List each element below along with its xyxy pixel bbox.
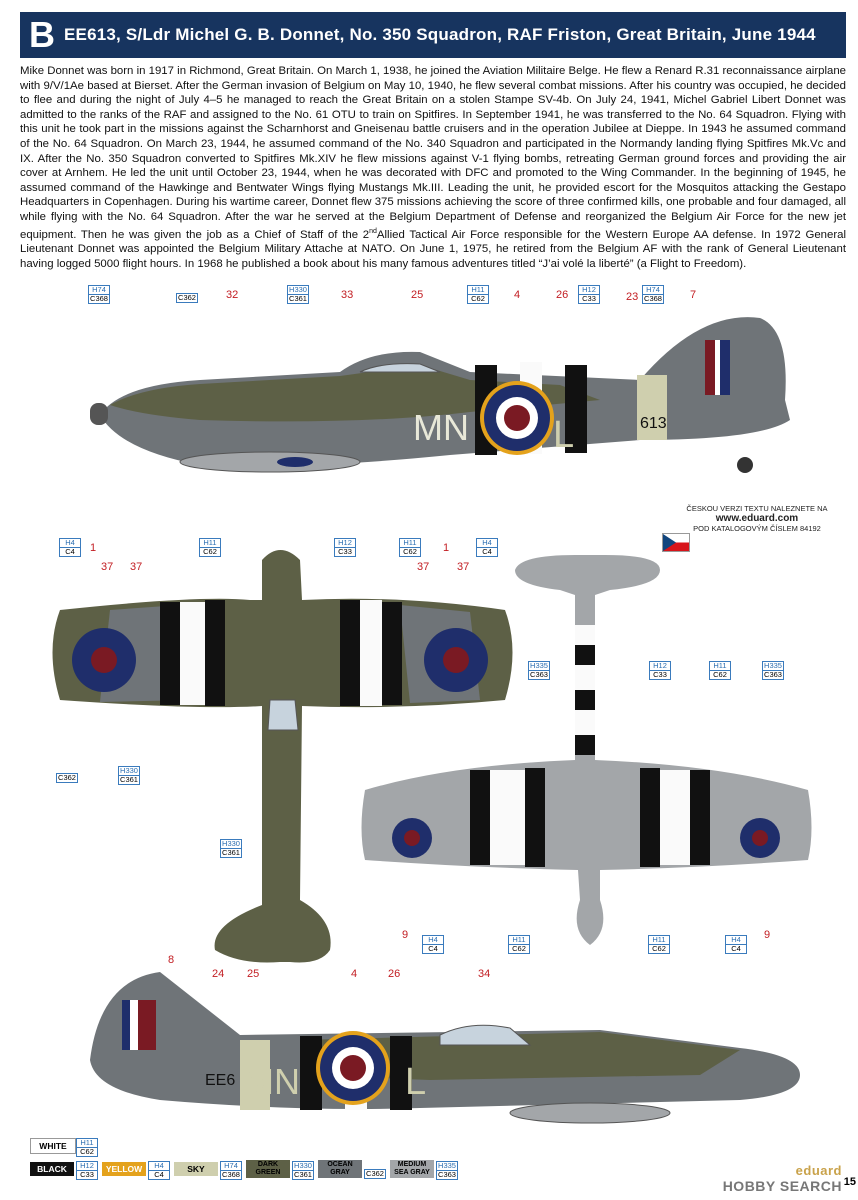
paint-code: H12 C33 xyxy=(649,661,671,680)
callout-8: 8 xyxy=(168,954,175,966)
watermark: HOBBY SEARCH xyxy=(722,1178,842,1194)
brand-logo: eduard xyxy=(795,1163,842,1178)
callout-24: 24 xyxy=(212,968,225,980)
top-view xyxy=(53,550,513,963)
callout-1: 1 xyxy=(90,542,97,554)
paint-code: H11 C62 xyxy=(199,538,221,557)
paint-code: H335 C363 xyxy=(528,661,550,680)
legend-code: H335 C363 xyxy=(436,1161,458,1180)
callout-37d: 37 xyxy=(457,561,470,573)
paint-code: C362 xyxy=(56,773,78,783)
legend-code: H11 C62 xyxy=(76,1138,98,1157)
callout-32: 32 xyxy=(226,289,239,301)
paint-code: H335 C363 xyxy=(762,661,784,680)
paint-code: H12 C33 xyxy=(578,285,600,304)
legend-swatch-medium-sea-gray: MEDIUM SEA GRAY xyxy=(390,1160,434,1178)
legend-swatch-yellow: YELLOW xyxy=(102,1162,146,1176)
callout-25b: 25 xyxy=(247,968,260,980)
legend-code: H74 C368 xyxy=(220,1161,242,1180)
callout-37c: 37 xyxy=(417,561,430,573)
page-number: 15 xyxy=(843,1176,856,1188)
paint-code: H74 C368 xyxy=(642,285,664,304)
right-profile-view xyxy=(90,972,800,1123)
legend-code: H12 C33 xyxy=(76,1161,98,1180)
legend-code: C362 xyxy=(364,1169,386,1179)
callout-23: 23 xyxy=(626,291,639,303)
czech-flag-icon xyxy=(662,533,690,552)
individual-letter-top: L xyxy=(553,414,575,456)
callout-9b: 9 xyxy=(764,929,771,941)
czech-note: ČESKOU VERZI TEXTU NALEZNETE NA www.eduard.com POD KATALOGOVÝM ČÍSLEM 84192 xyxy=(662,504,852,534)
callout-37b: 37 xyxy=(130,561,143,573)
intro-paragraph: Mike Donnet was born in 1917 in Richmond, Great Britain. On March 1, 1938, he joined the Aviation Militaire Belge. He flew a Renard R.31 reconnaissance airplane with 9/V/1Ae based at Bierset. After the German invasion of Belgium on May 10, 1940, he flew several combat missions. After his country was occupied, he decided to flee and during the night of July 4–5 he managed to reach the Great Britain on a stolen Stampe SV-4b. On July 24, 1941, Michel Gabriel Libert Donnet was admitted to the ranks of the RAF and assigned to the No. 61 OTU to train on Spitfires. In September 1941, he was transferred to the No. 64 Squadron. Flying with this unit he took part in the missions against the Scharnhorst and Gneisenau battle cruisers and in the operation Jubilee at Dieppe. In 1943 he assumed command of the No. 64 Squadron. On March 23, 1944, he assumed command of the No. 340 Squadron and participated in the Normandy landing flying Spitfires Mk.Vc and IX. After the No. 350 Squadron converted to Spitfires Mk.XIV he flew missions against V-1 flying bombs, retreating German ground forces and providing the air cover at Arnhem. He led the unit until October 23, 1944, when he was decorated with DFC and promoted to the Wing Commander. In the beginning of 1945, he assumed command of the Hawkinge and Bentwater Wings flying Mustangs Mk.III. Leading the unit, he provided escort for the Mosquitos attacking the Gestapo Headquarters in Copenhagen. During his wartime career, Donnet flew 375 missions achieving the score of three confirmed kills, one probable and four damaged, all while flying with the No. 64 Squadron. After the war he served at the Belgium Department of Defense and reorganized the Belgium Air Force for the new jet equipment. Then he was given the job as a Chief of Staff of the 2ndAllied Tactical Air Force responsible for the Western Europe AA defense. In 1972 General Lieutenant Donnet was appointed the Belgium Military Attache at NATO. On June 1, 1975, he retired from the Belgium AF with the rank of General Lieutenant having logged 5000 flight hours. In 1968 he published a book about his many famous adventures titled “J’ai volé la liberté” (a Flight to Freedom). xyxy=(20,65,846,270)
code-letters-top: MN xyxy=(413,407,469,448)
serial-top: 613 xyxy=(640,415,667,432)
callout-34: 34 xyxy=(478,968,491,980)
paint-code: H4 C4 xyxy=(725,935,747,954)
paint-code: H330 C361 xyxy=(118,766,140,785)
paint-code: H4 C4 xyxy=(422,935,444,954)
paint-code: C362 xyxy=(176,293,198,303)
left-profile-view xyxy=(90,317,790,473)
paint-code: H74 C368 xyxy=(88,285,110,304)
paint-code: H330 C361 xyxy=(220,839,242,858)
legend-swatch-ocean-gray: OCEAN GRAY xyxy=(318,1160,362,1178)
scheme-letter: B xyxy=(29,14,55,55)
legend-swatch-white: WHITE xyxy=(30,1138,76,1154)
paint-code: H12 C33 xyxy=(334,538,356,557)
paint-code: H4 C4 xyxy=(59,538,81,557)
paint-code: H4 C4 xyxy=(476,538,498,557)
callout-4: 4 xyxy=(514,289,521,301)
scheme-title: EE613, S/Ldr Michel G. B. Donnet, No. 350 Squadron, RAF Friston, Great Britain, June 1944 xyxy=(64,25,816,44)
legend-swatch-dark-green: DARK GREEN xyxy=(246,1160,290,1178)
callout-33: 33 xyxy=(341,289,354,301)
callout-7: 7 xyxy=(690,289,697,301)
eduard-url[interactable]: www.eduard.com xyxy=(715,513,799,524)
callout-4b: 4 xyxy=(351,968,358,980)
legend-code: H4 C4 xyxy=(148,1161,170,1180)
legend-code: H330 C361 xyxy=(292,1161,314,1180)
code-letters-bottom: MN xyxy=(244,1061,300,1102)
callout-25: 25 xyxy=(411,289,424,301)
paint-code: H330 C361 xyxy=(287,285,309,304)
paint-code: H11 C62 xyxy=(709,661,731,680)
paint-code: H11 C62 xyxy=(467,285,489,304)
legend-swatch-black: BLACK xyxy=(30,1162,74,1176)
callout-9: 9 xyxy=(402,929,409,941)
individual-letter-bottom: L xyxy=(405,1061,427,1103)
serial-bottom: EE6 xyxy=(205,1072,236,1089)
legend-swatch-sky: SKY xyxy=(174,1162,218,1176)
callout-37: 37 xyxy=(101,561,114,573)
callout-26b: 26 xyxy=(388,968,401,980)
paint-code: H11 C62 xyxy=(399,538,421,557)
paint-code: H11 C62 xyxy=(508,935,530,954)
callout-26: 26 xyxy=(556,289,569,301)
callout-1b: 1 xyxy=(443,542,450,554)
paint-code: H11 C62 xyxy=(648,935,670,954)
